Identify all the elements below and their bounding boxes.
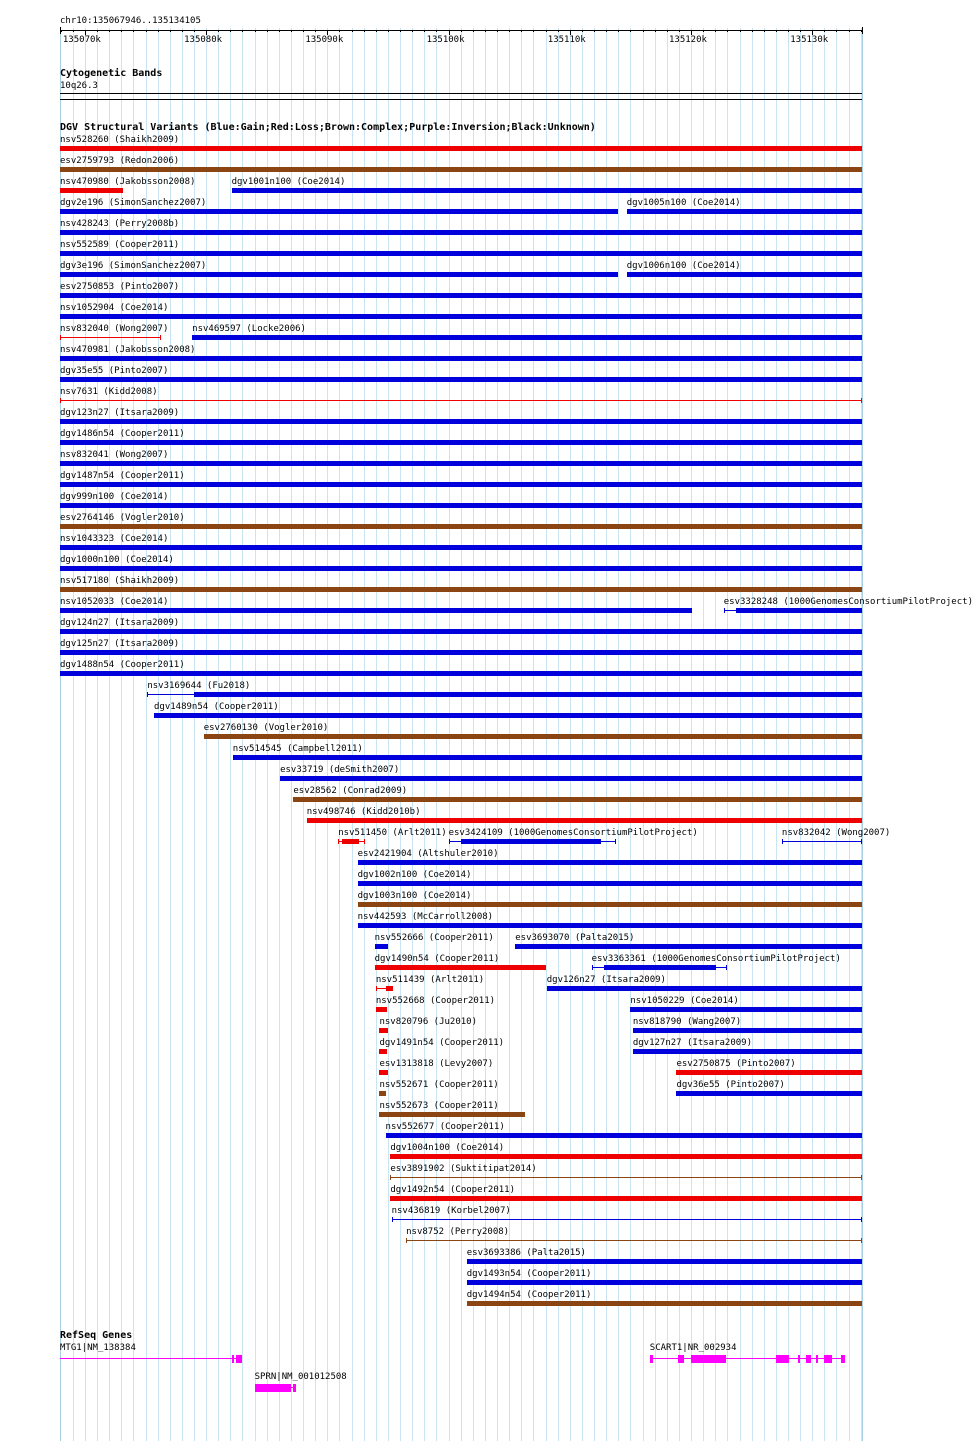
ruler-tick xyxy=(182,30,183,32)
variant-bar[interactable] xyxy=(515,944,862,949)
ruler-tick xyxy=(400,30,401,32)
variant-end xyxy=(861,1238,862,1243)
ruler-tick xyxy=(133,30,134,32)
variant-label[interactable]: dgv127n27 (Itsara2009) xyxy=(632,1038,753,1048)
ruler-tick xyxy=(703,30,704,32)
variant-bar[interactable] xyxy=(630,1007,862,1012)
variant-end xyxy=(724,608,725,613)
variant-label[interactable]: dgv126n27 (Itsara2009) xyxy=(546,975,666,985)
gene-exon[interactable] xyxy=(678,1355,684,1363)
variant-end xyxy=(615,839,616,844)
ruler-tick-label: 135090k xyxy=(305,35,344,45)
ruler-tick xyxy=(740,30,741,32)
variant-label[interactable]: dgv1491n54 (Cooper2011) xyxy=(379,1038,505,1048)
variant-bar[interactable] xyxy=(60,650,862,655)
ruler-tick xyxy=(424,30,425,32)
variant-label[interactable]: esv2759793 (Redon2006) xyxy=(60,156,180,166)
ruler-tick xyxy=(546,30,547,32)
ruler-tick xyxy=(436,30,437,32)
ruler-tick xyxy=(315,30,316,32)
ruler-tick xyxy=(667,30,668,32)
variant-label[interactable]: nsv8752 (Perry2008) xyxy=(406,1227,510,1237)
variant-label[interactable]: nsv1052904 (Coe2014) xyxy=(60,303,169,313)
variant-label[interactable]: esv2764146 (Vogler2010) xyxy=(60,513,185,523)
variant-end xyxy=(60,335,61,340)
variant-label[interactable]: esv3328248 (1000GenomesConsortiumPilotProject) xyxy=(723,597,973,607)
variant-label[interactable]: dgv1005n100 (Coe2014) xyxy=(626,198,741,208)
variant-bar[interactable] xyxy=(232,188,862,193)
ruler-tick xyxy=(146,30,147,32)
ruler-tick xyxy=(267,30,268,32)
variant-bar[interactable] xyxy=(547,986,862,991)
ruler-tick xyxy=(679,30,680,32)
ruler-tick xyxy=(630,30,631,32)
variant-core[interactable] xyxy=(386,986,393,991)
ruler-tick xyxy=(788,30,789,32)
variant-core[interactable] xyxy=(461,839,602,844)
variant-bar[interactable] xyxy=(60,314,862,319)
variant-bar[interactable] xyxy=(60,671,862,676)
variant-label[interactable]: dgv1488n54 (Cooper2011) xyxy=(60,660,185,670)
variant-label[interactable]: nsv818790 (Wang2007) xyxy=(632,1017,742,1027)
variant-bar[interactable] xyxy=(676,1070,862,1075)
variant-bar[interactable] xyxy=(60,545,862,550)
variant-bar[interactable] xyxy=(60,251,862,256)
ruler-tick xyxy=(364,30,365,32)
ruler-tick xyxy=(485,30,486,32)
variant-label[interactable]: nsv820796 (Ju2010) xyxy=(379,1017,478,1027)
variant-end xyxy=(861,1175,862,1180)
gene-exon[interactable] xyxy=(293,1384,295,1392)
variant-bar[interactable] xyxy=(60,482,862,487)
ruler-tick xyxy=(836,30,837,32)
variant-end xyxy=(376,986,377,991)
variant-bar[interactable] xyxy=(633,1028,862,1033)
variant-end xyxy=(147,692,148,697)
variant-bar[interactable] xyxy=(60,461,862,466)
variant-bar[interactable] xyxy=(60,167,862,172)
variant-label[interactable]: dgv36e55 (Pinto2007) xyxy=(676,1080,785,1090)
variant-bar[interactable] xyxy=(676,1091,862,1096)
variant-bar[interactable] xyxy=(60,629,862,634)
variant-bar[interactable] xyxy=(60,146,862,151)
variant-label[interactable]: nsv514545 (Campbell2011) xyxy=(232,744,363,754)
ruler-tick xyxy=(727,30,728,32)
ruler-tick xyxy=(61,30,62,32)
ruler-tick xyxy=(655,30,656,32)
variant-bar[interactable] xyxy=(358,881,862,886)
variant-core[interactable] xyxy=(342,839,359,844)
variant-end xyxy=(861,398,862,403)
ruler-tick xyxy=(158,30,159,32)
variant-label[interactable]: nsv528260 (Shaikh2009) xyxy=(60,135,180,145)
variant-label[interactable]: dgv1002n100 (Coe2014) xyxy=(357,870,472,880)
variant-label[interactable]: nsv552589 (Cooper2011) xyxy=(60,240,180,250)
variant-label[interactable]: nsv511450 (Arlt2011) xyxy=(338,828,447,838)
variant-end xyxy=(861,839,862,844)
ruler-tick xyxy=(279,30,280,32)
variant-end xyxy=(160,335,161,340)
variant-label[interactable]: dgv125n27 (Itsara2009) xyxy=(60,639,180,649)
cytoband-label[interactable]: 10q26.3 xyxy=(60,81,98,91)
ruler-tick xyxy=(230,30,231,32)
variant-bar[interactable] xyxy=(293,797,862,802)
variant-bar[interactable] xyxy=(467,1259,862,1264)
variant-label[interactable]: dgv124n27 (Itsara2009) xyxy=(60,618,180,628)
variant-label[interactable]: dgv1006n100 (Coe2014) xyxy=(626,261,741,271)
location-label: chr10:135067946..135134105 xyxy=(60,16,201,26)
variant-label[interactable]: esv2750875 (Pinto2007) xyxy=(676,1059,796,1069)
variant-label[interactable]: esv28562 (Conrad2009) xyxy=(293,786,408,796)
variant-label[interactable]: nsv517180 (Shaikh2009) xyxy=(60,576,180,586)
ruler-tick xyxy=(558,30,559,32)
variant-label[interactable]: nsv1050229 (Coe2014) xyxy=(630,996,739,1006)
variant-label[interactable]: esv2750853 (Pinto2007) xyxy=(60,282,180,292)
ruler-tick xyxy=(606,30,607,32)
variant-label[interactable]: nsv442593 (McCarroll2008) xyxy=(357,912,494,922)
variant-label[interactable]: esv33719 (deSmith2007) xyxy=(280,765,400,775)
variant-bar[interactable] xyxy=(60,440,862,445)
ruler-tick xyxy=(509,30,510,32)
ruler-tick xyxy=(170,30,171,32)
ruler-tick-label: 135070k xyxy=(62,35,101,45)
variant-bar[interactable] xyxy=(60,337,161,338)
ruler-tick xyxy=(497,30,498,32)
variant-label[interactable]: dgv1489n54 (Cooper2011) xyxy=(153,702,279,712)
ruler-tick-label: 135130k xyxy=(790,35,829,45)
gene-label[interactable]: SCART1|NR_002934 xyxy=(649,1343,737,1353)
variant-label[interactable]: dgv999n100 (Coe2014) xyxy=(60,492,169,502)
variant-label[interactable]: dgv1486n54 (Cooper2011) xyxy=(60,429,185,439)
variant-bar[interactable] xyxy=(467,1301,862,1306)
gene-exon[interactable] xyxy=(816,1355,818,1363)
ruler-tick xyxy=(303,30,304,32)
variant-label[interactable]: dgv3e196 (SimonSanchez2007) xyxy=(60,261,207,271)
variant-bar[interactable] xyxy=(390,1196,862,1201)
ruler-tick-label: 135110k xyxy=(547,35,586,45)
variant-label[interactable]: nsv436819 (Korbel2007) xyxy=(391,1206,511,1216)
variant-bar[interactable] xyxy=(406,1240,862,1241)
gene-exon[interactable] xyxy=(824,1355,831,1363)
variant-bar[interactable] xyxy=(392,1219,862,1220)
variant-label[interactable]: nsv428243 (Perry2008b) xyxy=(60,219,180,229)
variant-bar[interactable] xyxy=(60,377,862,382)
ruler-tick xyxy=(824,30,825,32)
variant-label[interactable]: nsv552677 (Cooper2011) xyxy=(385,1122,505,1132)
variant-bar[interactable] xyxy=(782,841,862,842)
variant-label[interactable]: nsv552671 (Cooper2011) xyxy=(379,1080,499,1090)
variant-end xyxy=(406,1238,407,1243)
variant-bar[interactable] xyxy=(60,356,862,361)
variant-label[interactable]: esv2421904 (Altshuler2010) xyxy=(357,849,499,859)
variant-bar[interactable] xyxy=(379,1091,385,1096)
variant-label[interactable]: nsv469597 (Locke2006) xyxy=(192,324,306,334)
variant-bar[interactable] xyxy=(60,419,862,424)
variant-label[interactable]: esv1313818 (Levy2007) xyxy=(379,1059,494,1069)
ruler-tick xyxy=(339,30,340,32)
gene-exon[interactable] xyxy=(776,1355,789,1363)
variant-label[interactable]: nsv832041 (Wong2007) xyxy=(60,450,169,460)
variant-bar[interactable] xyxy=(60,587,862,592)
variant-bar[interactable] xyxy=(60,230,862,235)
cytoband-line-bottom xyxy=(60,99,862,100)
gene-exon[interactable] xyxy=(841,1355,845,1363)
variant-bar[interactable] xyxy=(390,1154,862,1159)
variant-bar[interactable] xyxy=(60,400,862,401)
ruler-tick xyxy=(412,30,413,32)
variant-label[interactable]: nsv552668 (Cooper2011) xyxy=(375,996,496,1006)
variant-bar[interactable] xyxy=(60,503,862,508)
ruler-tick xyxy=(643,30,644,32)
variant-label[interactable]: esv3891902 (Suktitipat2014) xyxy=(390,1164,537,1174)
ruler-end-tick xyxy=(862,27,863,34)
variant-bar[interactable] xyxy=(60,188,123,193)
variant-label[interactable]: dgv1487n54 (Cooper2011) xyxy=(60,471,185,481)
variant-bar[interactable] xyxy=(390,1177,862,1178)
ruler-tick xyxy=(109,30,110,32)
ruler-tick-label: 135080k xyxy=(184,35,223,45)
ruler-tick xyxy=(73,30,74,32)
variant-bar[interactable] xyxy=(375,965,546,970)
ruler-tick xyxy=(521,30,522,32)
variant-label[interactable]: nsv470980 (Jakobsson2008) xyxy=(60,177,196,187)
variant-bar[interactable] xyxy=(379,1028,387,1033)
variant-label[interactable]: dgv1493n54 (Cooper2011) xyxy=(466,1269,592,1279)
ruler-tick xyxy=(849,30,850,32)
gene-exon[interactable] xyxy=(255,1384,291,1392)
variant-bar[interactable] xyxy=(467,1280,862,1285)
ruler-tick xyxy=(97,30,98,32)
dgv-title: DGV Structural Variants (Blue:Gain;Red:Loss;Brown:Complex;Purple:Inversion;Black:Unknown) xyxy=(60,122,596,133)
variant-label[interactable]: esv2760130 (Vogler2010) xyxy=(203,723,329,733)
variant-label[interactable]: nsv498746 (Kidd2010b) xyxy=(306,807,421,817)
variant-bar[interactable] xyxy=(633,1049,862,1054)
variant-end xyxy=(392,1217,393,1222)
ruler-tick xyxy=(800,30,801,32)
variant-label[interactable]: nsv470981 (Jakobsson2008) xyxy=(60,345,196,355)
gene-exon[interactable] xyxy=(232,1355,234,1363)
ruler-tick-label: 135100k xyxy=(426,35,465,45)
variant-end xyxy=(592,965,593,970)
ruler-tick xyxy=(582,30,583,32)
gridline xyxy=(182,28,183,1441)
cytoband-line-top xyxy=(60,93,862,94)
variant-label[interactable]: nsv552666 (Cooper2011) xyxy=(374,933,494,943)
refseq-title: RefSeq Genes xyxy=(60,1330,133,1341)
variant-core[interactable] xyxy=(736,608,862,613)
variant-label[interactable]: nsv511439 (Arlt2011) xyxy=(375,975,485,985)
variant-bar[interactable] xyxy=(379,1049,386,1054)
ruler-tick xyxy=(291,30,292,32)
variant-label[interactable]: nsv552673 (Cooper2011) xyxy=(379,1101,499,1111)
ruler-tick xyxy=(255,30,256,32)
variant-bar[interactable] xyxy=(627,272,862,277)
variant-label[interactable]: dgv1494n54 (Cooper2011) xyxy=(466,1290,592,1300)
variant-bar[interactable] xyxy=(358,860,862,865)
variant-end xyxy=(338,839,339,844)
ruler-tick xyxy=(388,30,389,32)
gene-label[interactable]: SPRN|NM_001012508 xyxy=(254,1372,347,1382)
variant-end xyxy=(782,839,783,844)
gene-exon[interactable] xyxy=(650,1355,654,1363)
variant-label[interactable]: dgv1490n54 (Cooper2011) xyxy=(374,954,500,964)
gene-intron-line xyxy=(60,1358,242,1359)
gene-exon[interactable] xyxy=(691,1355,726,1363)
ruler-tick xyxy=(764,30,765,32)
variant-end xyxy=(364,839,365,844)
variant-bar[interactable] xyxy=(379,1070,387,1075)
variant-bar[interactable] xyxy=(60,566,862,571)
variant-bar[interactable] xyxy=(60,608,692,613)
gridline xyxy=(862,28,863,1441)
variant-bar[interactable] xyxy=(386,1133,862,1138)
variant-bar[interactable] xyxy=(358,902,862,907)
ruler-tick xyxy=(752,30,753,32)
ruler-tick xyxy=(533,30,534,32)
variant-label[interactable]: nsv7631 (Kidd2008) xyxy=(60,387,158,397)
variant-label[interactable]: dgv1001n100 (Coe2014) xyxy=(231,177,346,187)
cytobands-title: Cytogenetic Bands xyxy=(60,68,163,79)
variant-bar[interactable] xyxy=(280,776,862,781)
ruler-tick xyxy=(352,30,353,32)
ruler-tick xyxy=(121,30,122,32)
variant-bar[interactable] xyxy=(60,272,618,277)
ruler-tick xyxy=(594,30,595,32)
variant-bar[interactable] xyxy=(204,734,862,739)
variant-bar[interactable] xyxy=(60,524,862,529)
variant-end xyxy=(861,1217,862,1222)
variant-label[interactable]: dgv35e55 (Pinto2007) xyxy=(60,366,169,376)
ruler-tick xyxy=(618,30,619,32)
variant-bar[interactable] xyxy=(379,1112,524,1117)
variant-label[interactable]: nsv3169644 (Fu2018) xyxy=(147,681,251,691)
variant-bar[interactable] xyxy=(358,923,862,928)
variant-label[interactable]: nsv1052033 (Coe2014) xyxy=(60,597,169,607)
gene-label[interactable]: MTG1|NM_138384 xyxy=(60,1343,136,1353)
variant-end xyxy=(390,1175,391,1180)
variant-core[interactable] xyxy=(604,965,717,970)
variant-label[interactable]: esv3693070 (Palta2015) xyxy=(515,933,635,943)
variant-bar[interactable] xyxy=(154,713,862,718)
variant-end xyxy=(449,839,450,844)
gene-exon[interactable] xyxy=(236,1355,242,1363)
variant-label[interactable]: esv3424109 (1000GenomesConsortiumPilotProject) xyxy=(448,828,698,838)
variant-bar[interactable] xyxy=(192,335,862,340)
gene-exon[interactable] xyxy=(806,1355,811,1363)
variant-label[interactable]: dgv1004n100 (Coe2014) xyxy=(390,1143,505,1153)
ruler-tick xyxy=(218,30,219,32)
variant-label[interactable]: dgv1003n100 (Coe2014) xyxy=(357,891,472,901)
ruler-tick xyxy=(242,30,243,32)
variant-label[interactable]: dgv1492n54 (Cooper2011) xyxy=(390,1185,515,1195)
ruler-tick xyxy=(715,30,716,32)
variant-bar[interactable] xyxy=(233,755,862,760)
variant-label[interactable]: esv3693386 (Palta2015) xyxy=(466,1248,586,1258)
variant-end xyxy=(60,398,61,403)
variant-label[interactable]: dgv1000n100 (Coe2014) xyxy=(60,555,174,565)
variant-bar[interactable] xyxy=(60,293,862,298)
variant-label[interactable]: dgv2e196 (SimonSanchez2007) xyxy=(60,198,207,208)
variant-label[interactable]: nsv832042 (Wong2007) xyxy=(781,828,891,838)
ruler-tick xyxy=(776,30,777,32)
variant-core[interactable] xyxy=(194,692,862,697)
variant-label[interactable]: dgv123n27 (Itsara2009) xyxy=(60,408,180,418)
variant-bar[interactable] xyxy=(627,209,862,214)
gene-exon[interactable] xyxy=(798,1355,800,1363)
variant-label[interactable]: nsv832040 (Wong2007) xyxy=(60,324,169,334)
variant-label[interactable]: nsv1043323 (Coe2014) xyxy=(60,534,169,544)
variant-bar[interactable] xyxy=(375,944,388,949)
ruler-tick xyxy=(861,30,862,32)
variant-bar[interactable] xyxy=(376,1007,387,1012)
variant-bar[interactable] xyxy=(60,209,618,214)
variant-label[interactable]: esv3363361 (1000GenomesConsortiumPilotProject) xyxy=(591,954,841,964)
variant-end xyxy=(726,965,727,970)
ruler-tick xyxy=(194,30,195,32)
variant-bar[interactable] xyxy=(307,818,862,823)
ruler-tick xyxy=(473,30,474,32)
ruler-tick xyxy=(376,30,377,32)
ruler-tick-label: 135120k xyxy=(669,35,707,45)
ruler-tick xyxy=(461,30,462,32)
gridline xyxy=(194,28,195,1441)
